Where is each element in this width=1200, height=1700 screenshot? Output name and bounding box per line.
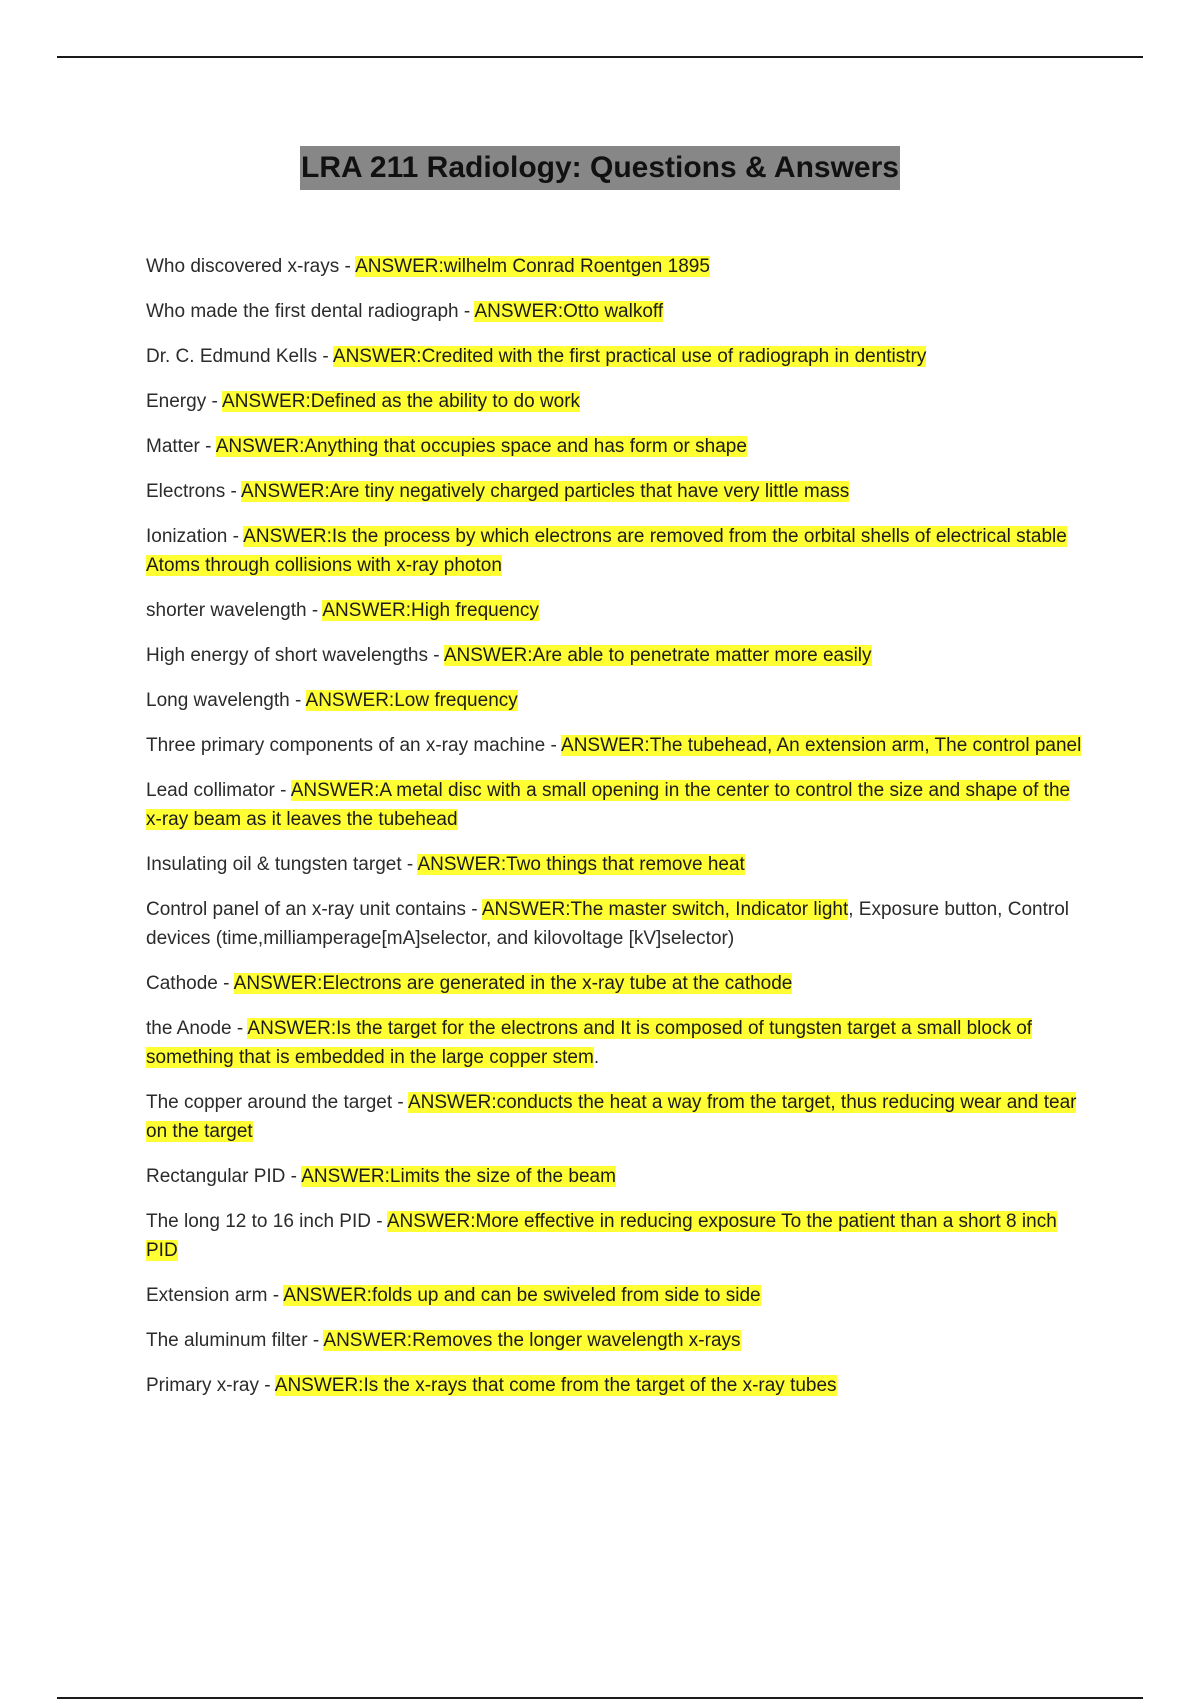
qa-item	[146, 477, 1086, 506]
question-text: The copper around the target -	[146, 1092, 408, 1113]
question-text: Dr. C. Edmund Kells -	[146, 346, 333, 367]
qa-item	[146, 731, 1086, 760]
qa-item	[146, 1281, 1086, 1310]
qa-item	[146, 387, 1086, 416]
qa-item	[146, 895, 1086, 953]
question-text: Primary x-ray -	[146, 1375, 275, 1396]
question-text: Insulating oil & tungsten target -	[146, 854, 418, 875]
qa-item	[146, 1207, 1086, 1265]
qa-item	[146, 297, 1086, 326]
question-text: Long wavelength -	[146, 690, 306, 711]
qa-item	[146, 850, 1086, 879]
answer-highlight: ANSWER:Are able to penetrate matter more easily	[443, 645, 872, 666]
answer-continuation: , Exposure button, Control devices (time,milliamperage[mA]selector, and kilovoltage [kV]selector)	[146, 899, 1069, 949]
qa-item	[146, 1371, 1086, 1400]
question-text: Control panel of an x-ray unit contains -	[146, 899, 482, 920]
qa-list	[146, 252, 1086, 1416]
title-block	[0, 146, 1200, 190]
answer-highlight: ANSWER:High frequency	[322, 600, 539, 621]
question-text: shorter wavelength -	[146, 600, 323, 621]
qa-item	[146, 1088, 1086, 1146]
question-text: Rectangular PID -	[146, 1166, 302, 1187]
question-text: High energy of short wavelengths -	[146, 645, 444, 666]
question-text: Who made the first dental radiograph -	[146, 301, 475, 322]
answer-highlight: ANSWER:Removes the longer wavelength x-rays	[323, 1330, 741, 1351]
question-text: Energy -	[146, 391, 223, 412]
document-title: LRA 211 Radiology: Questions & Answers	[300, 146, 900, 190]
qa-item	[146, 432, 1086, 461]
answer-continuation: .	[593, 1047, 600, 1068]
answer-highlight: ANSWER:Are tiny negatively charged particles that have very little mass	[241, 481, 850, 502]
answer-highlight: ANSWER:Is the target for the electrons and It is composed of tungsten target a small block of something that is embedded in the large copper stem	[146, 1018, 1033, 1068]
answer-highlight: ANSWER:Low frequency	[305, 690, 518, 711]
top-rule	[57, 56, 1143, 58]
qa-item	[146, 641, 1086, 670]
question-text: Lead collimator -	[146, 780, 291, 801]
question-text: Ionization -	[146, 526, 244, 547]
qa-item	[146, 1014, 1086, 1072]
answer-highlight: ANSWER:conducts the heat a way from the target, thus reducing wear and tear on the target	[146, 1092, 1077, 1142]
answer-highlight: ANSWER:More effective in reducing exposure To the patient than a short 8 inch PID	[146, 1211, 1057, 1261]
question-text: Electrons -	[146, 481, 242, 502]
question-text: Who discovered x-rays -	[146, 256, 356, 277]
answer-highlight: ANSWER:A metal disc with a small opening in the center to control the size and shape of the x-ray beam as it leaves the tubehead	[146, 780, 1071, 830]
question-text: The long 12 to 16 inch PID -	[146, 1211, 387, 1232]
question-text: Extension arm -	[146, 1285, 284, 1306]
qa-item	[146, 686, 1086, 715]
answer-highlight: ANSWER:Is the process by which electrons are removed from the orbital shells of electrical stable Atoms through collisions with x-ray photon	[146, 526, 1067, 576]
answer-highlight: ANSWER:Credited with the first practical use of radiograph in dentistry	[332, 346, 927, 367]
qa-item	[146, 252, 1086, 281]
qa-item	[146, 776, 1086, 834]
qa-item	[146, 1162, 1086, 1191]
qa-item	[146, 596, 1086, 625]
qa-item	[146, 342, 1086, 371]
question-text: the Anode -	[146, 1018, 248, 1039]
answer-highlight: ANSWER:Limits the size of the beam	[301, 1166, 616, 1187]
answer-highlight: ANSWER:Defined as the ability to do work	[222, 391, 581, 412]
qa-item	[146, 522, 1086, 580]
answer-highlight: ANSWER:The tubehead, An extension arm, The control panel	[561, 735, 1082, 756]
answer-highlight: ANSWER:Electrons are generated in the x-ray tube at the cathode	[233, 973, 793, 994]
answer-highlight: ANSWER:wilhelm Conrad Roentgen 1895	[355, 256, 710, 277]
bottom-rule	[57, 1697, 1143, 1699]
question-text: Three primary components of an x-ray machine -	[146, 735, 562, 756]
answer-highlight: ANSWER:folds up and can be swiveled from side to side	[283, 1285, 761, 1306]
question-text: Cathode -	[146, 973, 234, 994]
answer-highlight: ANSWER:Is the x-rays that come from the target of the x-ray tubes	[274, 1375, 837, 1396]
answer-highlight: ANSWER:The master switch, Indicator light	[481, 899, 849, 920]
question-text: Matter -	[146, 436, 216, 457]
question-text: The aluminum filter -	[146, 1330, 324, 1351]
qa-item	[146, 1326, 1086, 1355]
answer-highlight: ANSWER:Anything that occupies space and has form or shape	[215, 436, 747, 457]
answer-highlight: ANSWER:Two things that remove heat	[417, 854, 745, 875]
qa-item	[146, 969, 1086, 998]
answer-highlight: ANSWER:Otto walkoff	[474, 301, 664, 322]
